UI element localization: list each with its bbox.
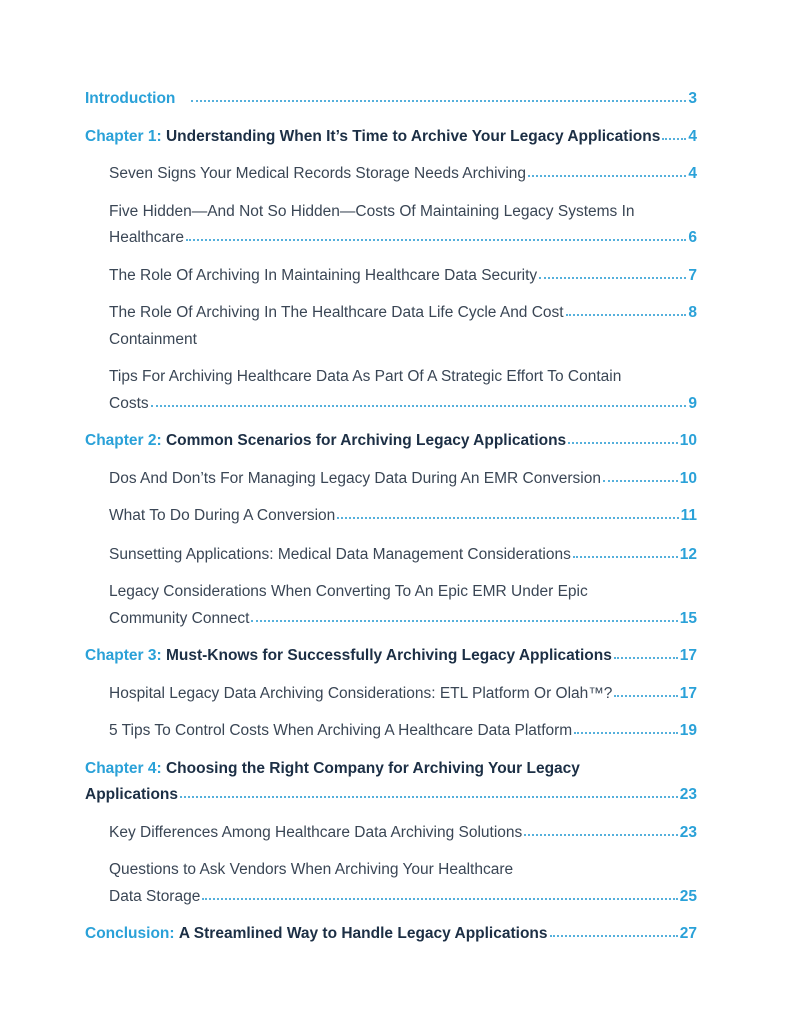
page-number: 4	[688, 127, 697, 145]
dot-leader	[550, 934, 678, 937]
page-number: 9	[688, 394, 697, 412]
page-number: 23	[679, 786, 697, 803]
dot-leader	[186, 238, 686, 241]
section-title-line-1: The Role Of Archiving In The Healthcare Data Life Cycle And Cost	[109, 304, 564, 321]
page-number: 12	[679, 545, 697, 563]
conclusion-title: A Streamlined Way to Handle Legacy Applications	[178, 925, 548, 942]
page-number: 10	[679, 469, 697, 487]
dot-leader	[568, 441, 678, 444]
dot-leader	[574, 731, 678, 734]
section-title-line-1: Questions to Ask Vendors When Archiving Your Healthcare	[109, 861, 514, 878]
dot-leader	[251, 619, 677, 622]
chapter-title-line-1: Choosing the Right Company for Archiving Your Legacy	[165, 759, 580, 777]
dot-leader	[573, 555, 678, 558]
dot-leader	[603, 479, 678, 482]
chapter-title: Common Scenarios for Archiving Legacy Applications	[165, 432, 567, 449]
section-title: Key Differences Among Healthcare Data Archiving Solutions	[109, 823, 523, 841]
page-number: 7	[688, 266, 697, 284]
table-of-contents	[85, 84, 697, 948]
toc-section[interactable]	[109, 579, 697, 632]
section-title: The Role Of Archiving In Maintaining Healthcare Data Security	[109, 266, 538, 284]
toc-chapter-2[interactable]	[85, 428, 697, 455]
page-number: 25	[679, 887, 697, 905]
page-number: 8	[688, 304, 697, 321]
toc-section[interactable]	[109, 364, 697, 417]
dot-leader	[539, 276, 686, 279]
page-number: 6	[688, 229, 697, 246]
toc-section[interactable]	[109, 681, 697, 708]
dot-leader	[337, 516, 678, 519]
toc-section[interactable]	[109, 199, 697, 252]
toc-section[interactable]	[109, 263, 697, 290]
dot-leader	[524, 833, 677, 836]
dot-leader	[528, 174, 686, 177]
section-title-line-1: Legacy Considerations When Converting To An Epic EMR Under Epic	[109, 583, 588, 600]
section-title-line-1: Tips For Archiving Healthcare Data As Part Of A Strategic Effort To Contain	[109, 368, 622, 385]
page-number: 17	[679, 647, 697, 664]
page-number: 27	[679, 925, 697, 942]
toc-section[interactable]	[109, 542, 697, 569]
page-number: 15	[679, 609, 697, 627]
section-title: Seven Signs Your Medical Records Storage Needs Archiving	[109, 165, 527, 182]
toc-chapter-3[interactable]	[85, 643, 697, 670]
section-title-line-2: Data Storage	[109, 887, 201, 905]
toc-section[interactable]	[109, 503, 697, 530]
dot-leader	[180, 795, 678, 798]
section-title: Sunsetting Applications: Medical Data Management Considerations	[109, 545, 571, 563]
section-title: 5 Tips To Control Costs When Archiving A Healthcare Data Platform	[109, 722, 573, 739]
dot-leader	[151, 404, 687, 407]
section-title-line-1: Five Hidden—And Not So Hidden—Costs Of Maintaining Legacy Systems In	[109, 202, 635, 220]
dot-leader	[202, 897, 677, 900]
conclusion-prefix: Conclusion:	[85, 925, 175, 942]
toc-chapter-1[interactable]	[85, 124, 697, 151]
chapter-prefix: Chapter 4:	[85, 759, 162, 777]
page-number: 11	[680, 507, 697, 524]
dot-leader	[614, 694, 677, 697]
section-title-line-2: Community Connect	[109, 609, 250, 627]
toc-section[interactable]	[109, 857, 697, 910]
dot-leader	[566, 313, 687, 316]
chapter-prefix: Chapter 2:	[85, 432, 162, 449]
page-number: 19	[679, 722, 697, 739]
toc-section[interactable]	[109, 820, 697, 847]
dot-leader	[662, 137, 686, 140]
toc-chapter-4[interactable]	[85, 756, 697, 809]
chapter-title: Must-Knows for Successfully Archiving Legacy Applications	[165, 647, 612, 664]
page-number: 4	[688, 165, 697, 182]
section-title: What To Do During A Conversion	[109, 507, 336, 524]
section-title: Hospital Legacy Data Archiving Considerations: ETL Platform Or Olah™?	[109, 684, 613, 702]
section-title-line-2: Costs	[109, 394, 149, 412]
page-number: 23	[679, 823, 697, 841]
section-title-line-2: Healthcare	[109, 229, 184, 246]
toc-introduction[interactable]	[85, 86, 697, 113]
toc-section[interactable]	[109, 466, 697, 493]
page-number: 3	[688, 90, 697, 107]
dot-leader	[191, 99, 686, 102]
toc-conclusion[interactable]	[85, 921, 697, 948]
chapter-title-line-2: Applications	[85, 786, 179, 803]
chapter-prefix: Chapter 1:	[85, 127, 162, 145]
toc-section[interactable]	[109, 718, 697, 745]
chapter-title: Understanding When It’s Time to Archive Your Legacy Applications	[165, 127, 661, 145]
toc-introduction-label: Introduction	[85, 90, 176, 107]
dot-leader	[614, 656, 678, 659]
section-title: Dos And Don’ts For Managing Legacy Data During An EMR Conversion	[109, 469, 601, 487]
chapter-prefix: Chapter 3:	[85, 647, 162, 664]
toc-section[interactable]	[109, 300, 697, 353]
section-title-line-2: Containment	[109, 330, 197, 348]
toc-section[interactable]	[109, 161, 697, 188]
page-number: 17	[679, 684, 697, 702]
page-number: 10	[679, 432, 697, 449]
